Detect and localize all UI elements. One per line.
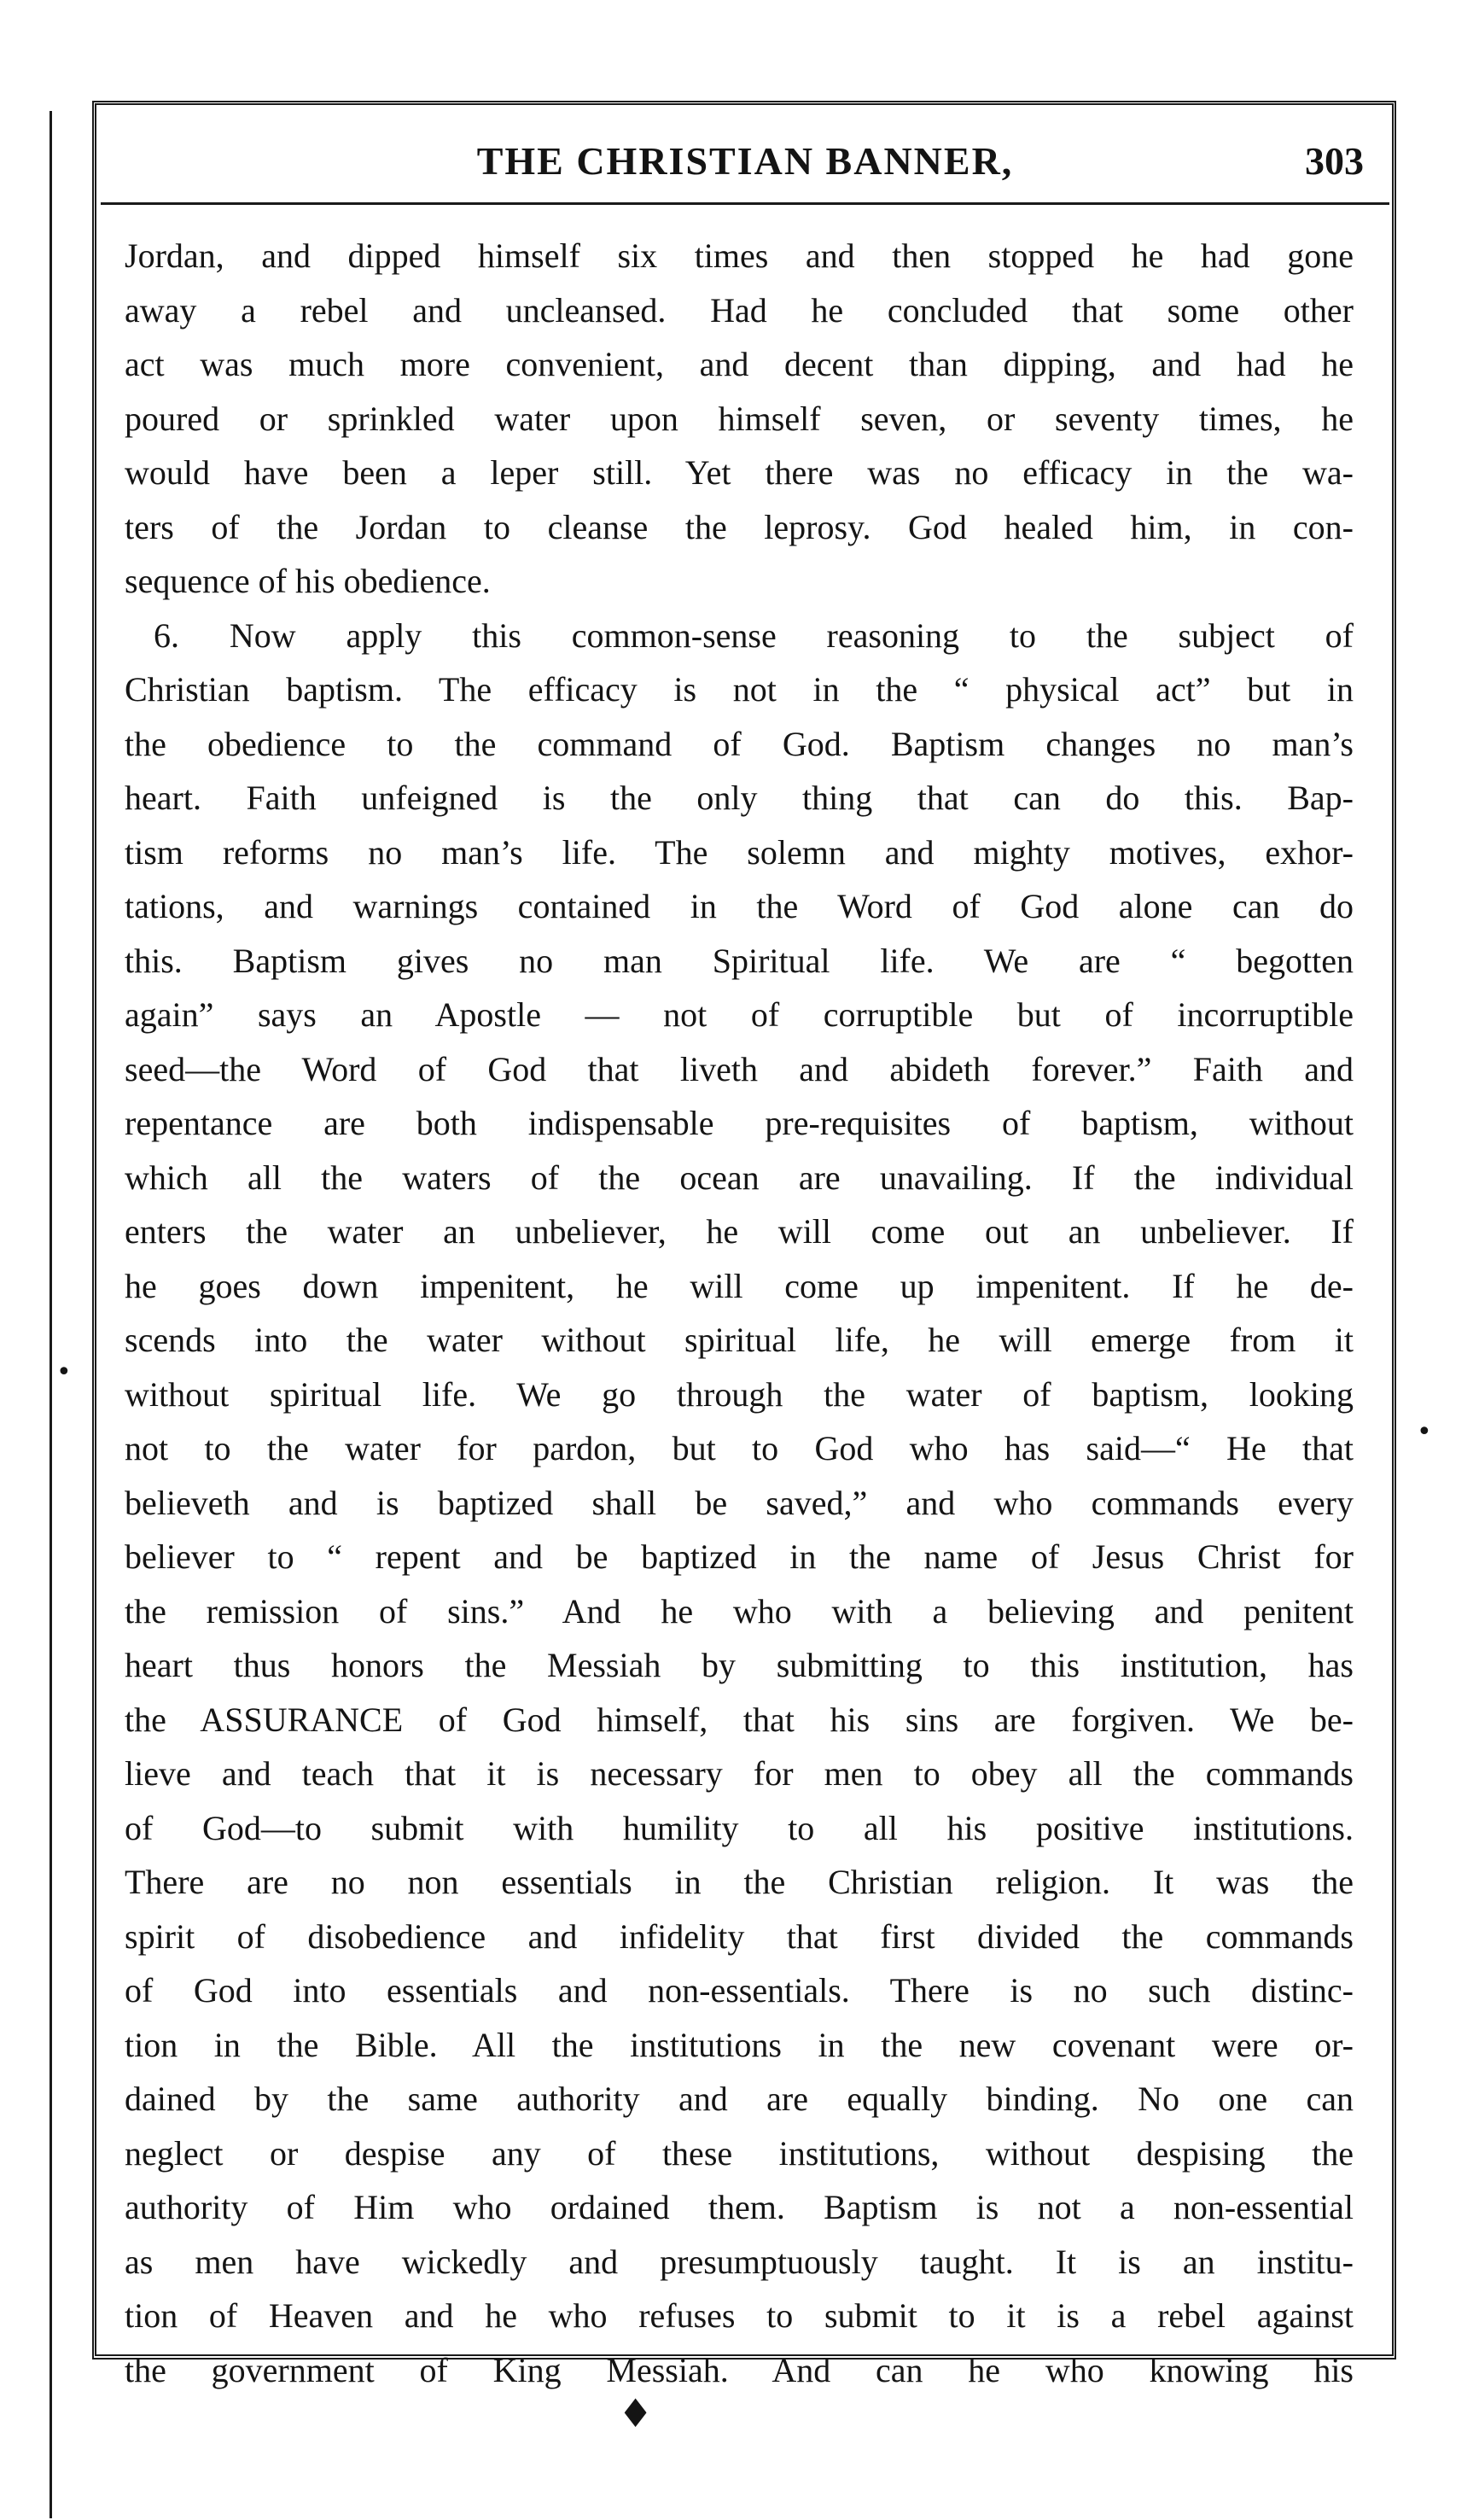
text-line: seed—the Word of God that liveth and abideth forever.” Faith and bbox=[125, 1049, 1354, 1088]
text-line: sequence of his obedience. bbox=[125, 562, 491, 600]
text-line: 6. Now apply this common-sense reasoning to the subject of bbox=[154, 615, 1354, 655]
text-line: of God—to submit with humility to all his positive institutions. bbox=[125, 1808, 1354, 1847]
text-line: not to the water for pardon, but to God who has said—“ He that bbox=[125, 1429, 1354, 1467]
text-line: tion of Heaven and he who refuses to submit to it is a rebel against bbox=[125, 2296, 1354, 2335]
outer-margin-rule bbox=[49, 111, 52, 2518]
margin-dot: • bbox=[1417, 1417, 1432, 1447]
text-line: this. Baptism gives no man Spiritual life. We are “ begotten bbox=[125, 941, 1354, 980]
text-line: of God into essentials and non-essentials. There is no such distinc- bbox=[125, 1971, 1354, 2010]
ink-blot-mark: ♦ bbox=[618, 2390, 654, 2436]
text-line: which all the waters of the ocean are unavailing. If the individual bbox=[125, 1158, 1354, 1197]
text-line: heart. Faith unfeigned is the only thing that can do this. Bap- bbox=[125, 779, 1354, 817]
text-line: neglect or despise any of these institutions, without despising the bbox=[125, 2133, 1354, 2173]
text-line: poured or sprinkled water upon himself seven, or seventy times, he bbox=[125, 399, 1354, 438]
body-text bbox=[125, 229, 1354, 2397]
text-line: the government of King Messiah. And can he who knowing his bbox=[125, 2350, 1354, 2389]
text-line: would have been a leper still. Yet there was no efficacy in the wa- bbox=[125, 453, 1354, 492]
text-line: the ASSURANCE of God himself, that his sins are forgiven. We be- bbox=[125, 1700, 1354, 1739]
text-line: scends into the water without spiritual life, he will emerge from it bbox=[125, 1321, 1354, 1359]
text-line: enters the water an unbeliever, he will come out an unbeliever. If bbox=[125, 1212, 1354, 1251]
page-title: THE CHRISTIAN BANNER, bbox=[476, 139, 1014, 183]
text-line: believer to “ repent and be baptized in the name of Jesus Christ for bbox=[125, 1537, 1354, 1576]
text-line: authority of Him who ordained them. Baptism is not a non-essential bbox=[125, 2188, 1354, 2226]
text-line: without spiritual life. We go through the water of baptism, looking bbox=[125, 1374, 1354, 1414]
page-number: 303 bbox=[1305, 139, 1364, 183]
running-head bbox=[101, 128, 1389, 205]
text-line: tion in the Bible. All the institutions in the new covenant were or- bbox=[125, 2025, 1354, 2064]
text-line: repentance are both indispensable pre-requisites of baptism, without bbox=[125, 1104, 1354, 1142]
margin-dot: • bbox=[56, 1357, 72, 1387]
text-line: again” says an Apostle — not of corruptible but of incorruptible bbox=[125, 995, 1354, 1034]
text-line: Jordan, and dipped himself six times and then stopped he had gone bbox=[125, 236, 1354, 275]
text-line: as men have wickedly and presumptuously taught. It is an institu- bbox=[125, 2242, 1354, 2281]
text-line: believeth and is baptized shall be saved,” and who commands every bbox=[125, 1483, 1354, 1522]
text-line: tations, and warnings contained in the Word of God alone can do bbox=[125, 887, 1354, 925]
text-line: the obedience to the command of God. Baptism changes no man’s bbox=[125, 724, 1354, 763]
text-line: spirit of disobedience and infidelity that first divided the commands bbox=[125, 1916, 1354, 1956]
text-line: act was much more convenient, and decent than dipping, and had he bbox=[125, 345, 1354, 383]
text-line: away a rebel and uncleansed. Had he concluded that some other bbox=[125, 290, 1354, 330]
text-line: heart thus honors the Messiah by submitting to this institution, has bbox=[125, 1646, 1354, 1684]
text-line: he goes down impenitent, he will come up impenitent. If he de- bbox=[125, 1266, 1354, 1305]
text-line: ters of the Jordan to cleanse the leprosy. God healed him, in con- bbox=[125, 507, 1354, 546]
text-line: There are no non essentials in the Christian religion. It was the bbox=[125, 1863, 1354, 1901]
text-line: lieve and teach that it is necessary for men to obey all the commands bbox=[125, 1754, 1354, 1793]
text-line: tism reforms no man’s life. The solemn and mighty motives, exhor- bbox=[125, 832, 1354, 872]
text-line: dained by the same authority and are equally binding. No one can bbox=[125, 2080, 1354, 2118]
text-line: Christian baptism. The efficacy is not in the “ physical act” but in bbox=[125, 670, 1354, 709]
text-line: the remission of sins.” And he who with a believing and penitent bbox=[125, 1591, 1354, 1630]
